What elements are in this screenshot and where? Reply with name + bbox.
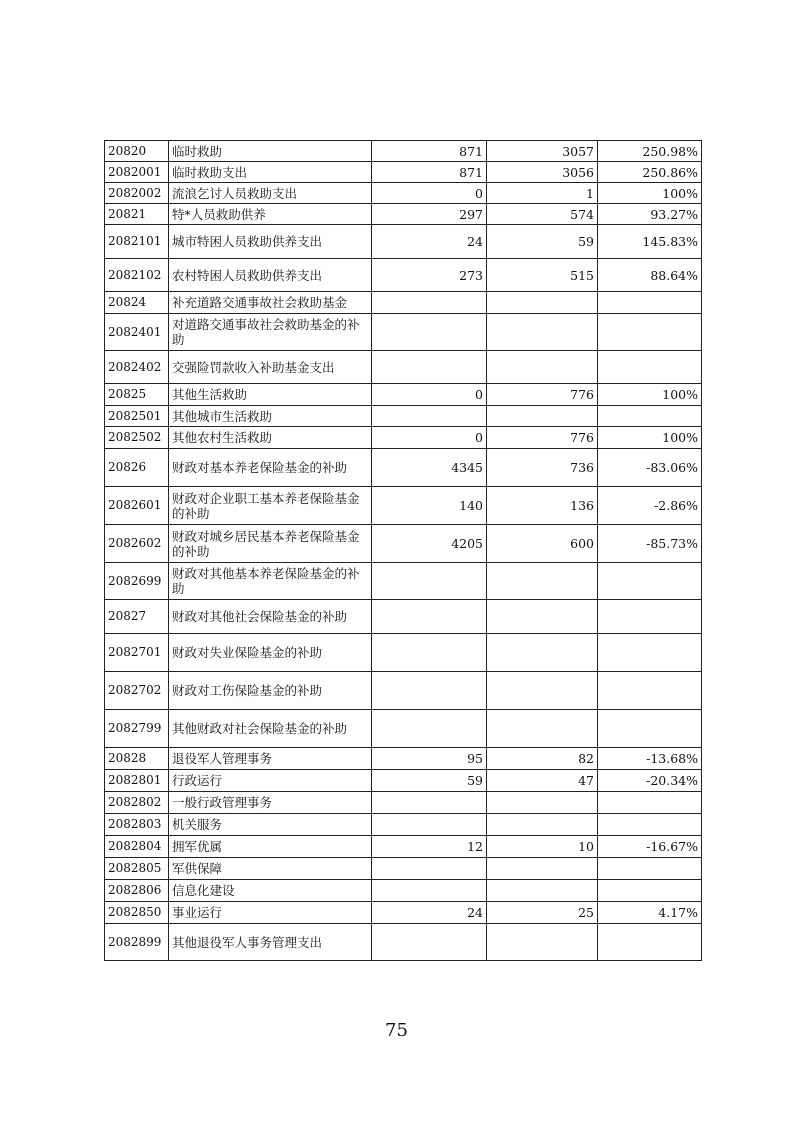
row-value-2 <box>487 924 598 961</box>
row-value-2: 82 <box>487 748 598 770</box>
row-code: 2082602 <box>105 525 169 563</box>
row-code: 2082802 <box>105 792 169 814</box>
row-value-1: 59 <box>372 770 487 792</box>
row-code: 2082899 <box>105 924 169 961</box>
row-value-2 <box>487 672 598 710</box>
row-value-1: 0 <box>372 183 487 204</box>
table-row <box>105 770 702 792</box>
row-value-1: 0 <box>372 427 487 449</box>
row-code: 2082701 <box>105 634 169 672</box>
table-row <box>105 858 702 880</box>
row-name: 其他城市生活救助 <box>169 406 372 427</box>
table-row <box>105 924 702 961</box>
table-row <box>105 183 702 204</box>
row-code: 2082101 <box>105 225 169 259</box>
row-code: 2082702 <box>105 672 169 710</box>
row-name: 财政对其他社会保险基金的补助 <box>169 600 372 634</box>
row-name: 城市特困人员救助供养支出 <box>169 225 372 259</box>
table-row <box>105 814 702 836</box>
row-value-2 <box>487 406 598 427</box>
row-percent <box>598 314 702 351</box>
row-percent: 100% <box>598 427 702 449</box>
row-value-2 <box>487 314 598 351</box>
row-value-1 <box>372 600 487 634</box>
table-row <box>105 427 702 449</box>
row-name: 信息化建设 <box>169 880 372 902</box>
row-value-1: 4345 <box>372 449 487 487</box>
row-code: 2082001 <box>105 162 169 183</box>
table-row <box>105 449 702 487</box>
row-name: 农村特困人员救助供养支出 <box>169 259 372 292</box>
row-percent: 100% <box>598 384 702 406</box>
row-value-1 <box>372 672 487 710</box>
table-body <box>105 141 702 961</box>
row-code: 20821 <box>105 204 169 225</box>
row-value-2 <box>487 292 598 314</box>
row-percent: 4.17% <box>598 902 702 924</box>
row-code: 2082502 <box>105 427 169 449</box>
table-row <box>105 600 702 634</box>
row-name: 对道路交通事故社会救助基金的补助 <box>169 314 372 351</box>
table-row <box>105 792 702 814</box>
row-code: 20825 <box>105 384 169 406</box>
table-row <box>105 672 702 710</box>
row-value-2: 574 <box>487 204 598 225</box>
row-percent <box>598 351 702 384</box>
row-value-2 <box>487 858 598 880</box>
row-value-2 <box>487 563 598 600</box>
row-value-1 <box>372 314 487 351</box>
page-number: 75 <box>385 1020 408 1041</box>
row-value-2: 776 <box>487 427 598 449</box>
row-value-1: 871 <box>372 141 487 162</box>
row-value-2: 515 <box>487 259 598 292</box>
row-value-2 <box>487 792 598 814</box>
table-row <box>105 162 702 183</box>
row-percent: -16.67% <box>598 836 702 858</box>
row-value-1 <box>372 924 487 961</box>
table-row <box>105 634 702 672</box>
row-value-1 <box>372 792 487 814</box>
row-name: 其他农村生活救助 <box>169 427 372 449</box>
row-name: 财政对其他基本养老保险基金的补助 <box>169 563 372 600</box>
row-value-1 <box>372 351 487 384</box>
table-row <box>105 204 702 225</box>
row-value-2 <box>487 600 598 634</box>
row-value-1 <box>372 710 487 748</box>
row-percent <box>598 924 702 961</box>
row-code: 2082501 <box>105 406 169 427</box>
row-value-2: 25 <box>487 902 598 924</box>
table-row <box>105 710 702 748</box>
table-row <box>105 225 702 259</box>
row-code: 2082804 <box>105 836 169 858</box>
row-code: 2082402 <box>105 351 169 384</box>
row-value-2: 3057 <box>487 141 598 162</box>
row-value-1 <box>372 406 487 427</box>
row-percent: 250.98% <box>598 141 702 162</box>
row-value-2 <box>487 710 598 748</box>
row-percent: -83.06% <box>598 449 702 487</box>
row-code: 2082805 <box>105 858 169 880</box>
row-percent <box>598 880 702 902</box>
table-row <box>105 141 702 162</box>
row-value-2: 600 <box>487 525 598 563</box>
row-value-2 <box>487 880 598 902</box>
row-percent: 250.86% <box>598 162 702 183</box>
table-row <box>105 384 702 406</box>
row-code: 20827 <box>105 600 169 634</box>
row-name: 一般行政管理事务 <box>169 792 372 814</box>
budget-table <box>104 140 702 961</box>
table-row <box>105 351 702 384</box>
row-percent: 88.64% <box>598 259 702 292</box>
row-percent: -20.34% <box>598 770 702 792</box>
row-percent <box>598 858 702 880</box>
row-value-2: 136 <box>487 487 598 525</box>
row-value-1: 871 <box>372 162 487 183</box>
row-name: 军供保障 <box>169 858 372 880</box>
row-value-1: 24 <box>372 902 487 924</box>
row-code: 2082803 <box>105 814 169 836</box>
row-percent <box>598 634 702 672</box>
row-name: 财政对基本养老保险基金的补助 <box>169 449 372 487</box>
row-code: 2082850 <box>105 902 169 924</box>
row-code: 2082799 <box>105 710 169 748</box>
row-name: 退役军人管理事务 <box>169 748 372 770</box>
row-value-1: 273 <box>372 259 487 292</box>
row-name: 机关服务 <box>169 814 372 836</box>
row-value-1 <box>372 563 487 600</box>
row-name: 临时救助支出 <box>169 162 372 183</box>
row-percent: 93.27% <box>598 204 702 225</box>
row-value-2 <box>487 351 598 384</box>
row-value-1 <box>372 858 487 880</box>
row-percent <box>598 292 702 314</box>
row-name: 财政对工伤保险基金的补助 <box>169 672 372 710</box>
row-percent <box>598 672 702 710</box>
row-value-1: 95 <box>372 748 487 770</box>
row-name: 特*人员救助供养 <box>169 204 372 225</box>
row-value-2: 47 <box>487 770 598 792</box>
row-value-2: 776 <box>487 384 598 406</box>
row-percent <box>598 563 702 600</box>
row-name: 财政对失业保险基金的补助 <box>169 634 372 672</box>
row-value-1: 24 <box>372 225 487 259</box>
row-code: 2082699 <box>105 563 169 600</box>
row-code: 2082801 <box>105 770 169 792</box>
row-value-2 <box>487 634 598 672</box>
row-value-2: 59 <box>487 225 598 259</box>
row-value-1: 0 <box>372 384 487 406</box>
row-value-1 <box>372 634 487 672</box>
row-code: 20828 <box>105 748 169 770</box>
row-name: 其他生活救助 <box>169 384 372 406</box>
row-code: 20826 <box>105 449 169 487</box>
row-percent <box>598 710 702 748</box>
table-row <box>105 487 702 525</box>
row-name: 行政运行 <box>169 770 372 792</box>
table-row <box>105 748 702 770</box>
row-name: 流浪乞讨人员救助支出 <box>169 183 372 204</box>
table-row <box>105 314 702 351</box>
row-name: 财政对企业职工基本养老保险基金的补助 <box>169 487 372 525</box>
table-row <box>105 836 702 858</box>
row-name: 补充道路交通事故社会救助基金 <box>169 292 372 314</box>
row-name: 拥军优属 <box>169 836 372 858</box>
row-code: 2082601 <box>105 487 169 525</box>
row-code: 20820 <box>105 141 169 162</box>
row-percent: 145.83% <box>598 225 702 259</box>
table-row <box>105 259 702 292</box>
row-percent: -85.73% <box>598 525 702 563</box>
row-name: 交强险罚款收入补助基金支出 <box>169 351 372 384</box>
row-name: 其他财政对社会保险基金的补助 <box>169 710 372 748</box>
row-code: 20824 <box>105 292 169 314</box>
row-percent: -13.68% <box>598 748 702 770</box>
row-value-1: 4205 <box>372 525 487 563</box>
row-value-1: 12 <box>372 836 487 858</box>
table-row <box>105 525 702 563</box>
row-value-2: 10 <box>487 836 598 858</box>
table-row <box>105 902 702 924</box>
row-code: 2082806 <box>105 880 169 902</box>
row-percent <box>598 600 702 634</box>
row-value-1: 140 <box>372 487 487 525</box>
row-value-2: 736 <box>487 449 598 487</box>
row-percent <box>598 792 702 814</box>
row-percent <box>598 406 702 427</box>
row-value-2: 1 <box>487 183 598 204</box>
row-value-1 <box>372 814 487 836</box>
table-row <box>105 880 702 902</box>
row-code: 2082102 <box>105 259 169 292</box>
row-value-1: 297 <box>372 204 487 225</box>
row-code: 2082002 <box>105 183 169 204</box>
row-percent <box>598 814 702 836</box>
row-value-2 <box>487 814 598 836</box>
row-value-1 <box>372 880 487 902</box>
row-value-1 <box>372 292 487 314</box>
table-row <box>105 406 702 427</box>
row-name: 临时救助 <box>169 141 372 162</box>
row-name: 财政对城乡居民基本养老保险基金的补助 <box>169 525 372 563</box>
table-row <box>105 292 702 314</box>
row-value-2: 3056 <box>487 162 598 183</box>
row-name: 其他退役军人事务管理支出 <box>169 924 372 961</box>
row-percent: -2.86% <box>598 487 702 525</box>
row-code: 2082401 <box>105 314 169 351</box>
row-name: 事业运行 <box>169 902 372 924</box>
row-percent: 100% <box>598 183 702 204</box>
table-row <box>105 563 702 600</box>
